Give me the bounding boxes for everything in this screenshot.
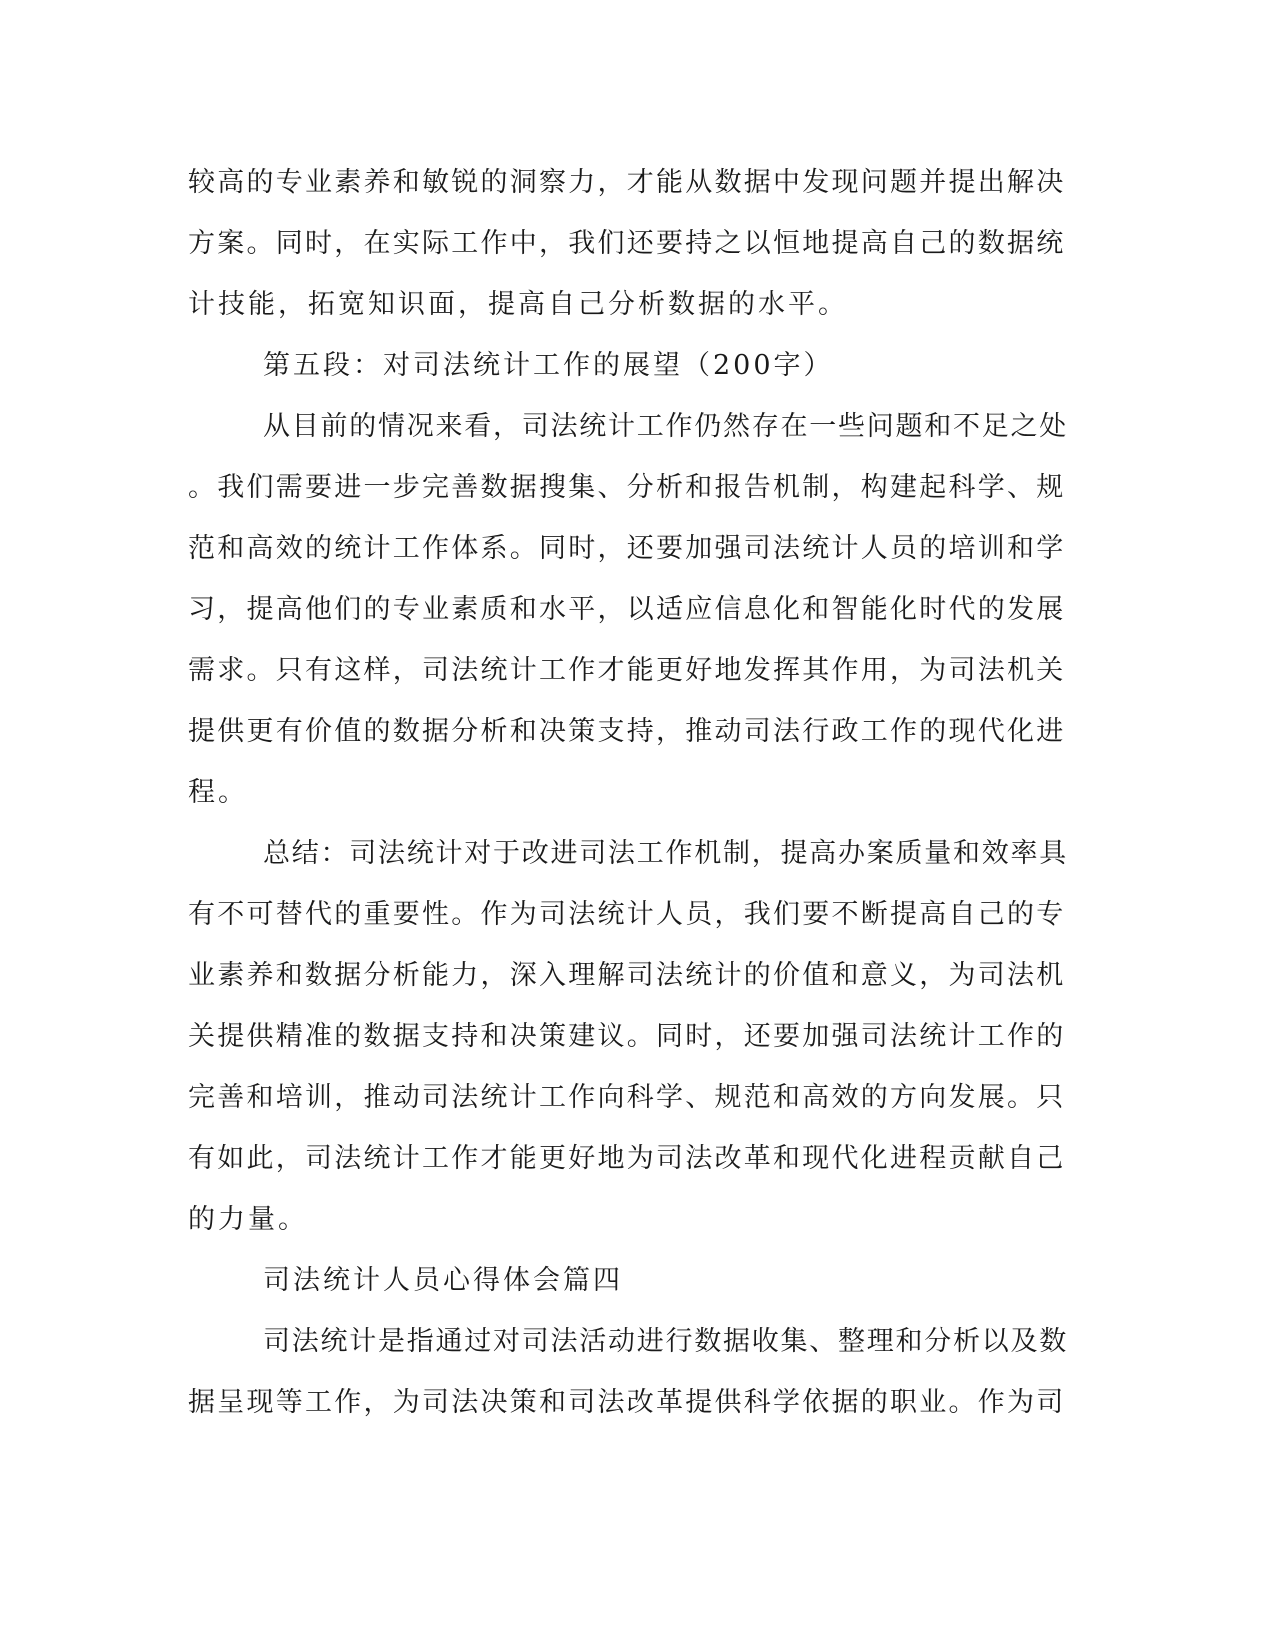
text-line: 业素养和数据分析能力，深入理解司法统计的价值和意义，为司法机 bbox=[188, 960, 1066, 991]
text-line: 从目前的情况来看，司法统计工作仍然存在一些问题和不足之处 bbox=[263, 411, 1068, 442]
text-line: 的力量。 bbox=[188, 1204, 308, 1235]
text-line: 据呈现等工作，为司法决策和司法改革提供科学依据的职业。作为司 bbox=[188, 1387, 1066, 1418]
text-line: 较高的专业素养和敏锐的洞察力，才能从数据中发现问题并提出解决 bbox=[188, 167, 1066, 198]
text-line: 范和高效的统计工作体系。同时，还要加强司法统计人员的培训和学 bbox=[188, 533, 1066, 564]
text-line: 计技能，拓宽知识面，提高自己分析数据的水平。 bbox=[188, 289, 848, 320]
text-line: 有不可替代的重要性。作为司法统计人员，我们要不断提高自己的专 bbox=[188, 899, 1066, 930]
text-line: 方案。同时，在实际工作中，我们还要持之以恒地提高自己的数据统 bbox=[188, 228, 1066, 259]
text-line: 司法统计是指通过对司法活动进行数据收集、整理和分析以及数 bbox=[263, 1326, 1068, 1357]
text-line: 有如此，司法统计工作才能更好地为司法改革和现代化进程贡献自己 bbox=[188, 1143, 1066, 1174]
text-line: 程。 bbox=[188, 777, 248, 808]
text-line: 提供更有价值的数据分析和决策支持，推动司法行政工作的现代化进 bbox=[188, 716, 1066, 747]
text-line: 关提供精准的数据支持和决策建议。同时，还要加强司法统计工作的 bbox=[188, 1021, 1066, 1052]
text-line: 。我们需要进一步完善数据搜集、分析和报告机制，构建起科学、规 bbox=[188, 472, 1066, 503]
text-line: 习，提高他们的专业素质和水平，以适应信息化和智能化时代的发展 bbox=[188, 594, 1066, 625]
section-heading: 第五段：对司法统计工作的展望（200字） bbox=[263, 350, 834, 381]
text-line: 完善和培训，推动司法统计工作向科学、规范和高效的方向发展。只 bbox=[188, 1082, 1066, 1113]
text-line: 需求。只有这样，司法统计工作才能更好地发挥其作用，为司法机关 bbox=[188, 655, 1066, 686]
text-line: 总结：司法统计对于改进司法工作机制，提高办案质量和效率具 bbox=[263, 838, 1068, 869]
section-heading: 司法统计人员心得体会篇四 bbox=[263, 1265, 623, 1296]
document-body bbox=[188, 152, 1068, 1433]
